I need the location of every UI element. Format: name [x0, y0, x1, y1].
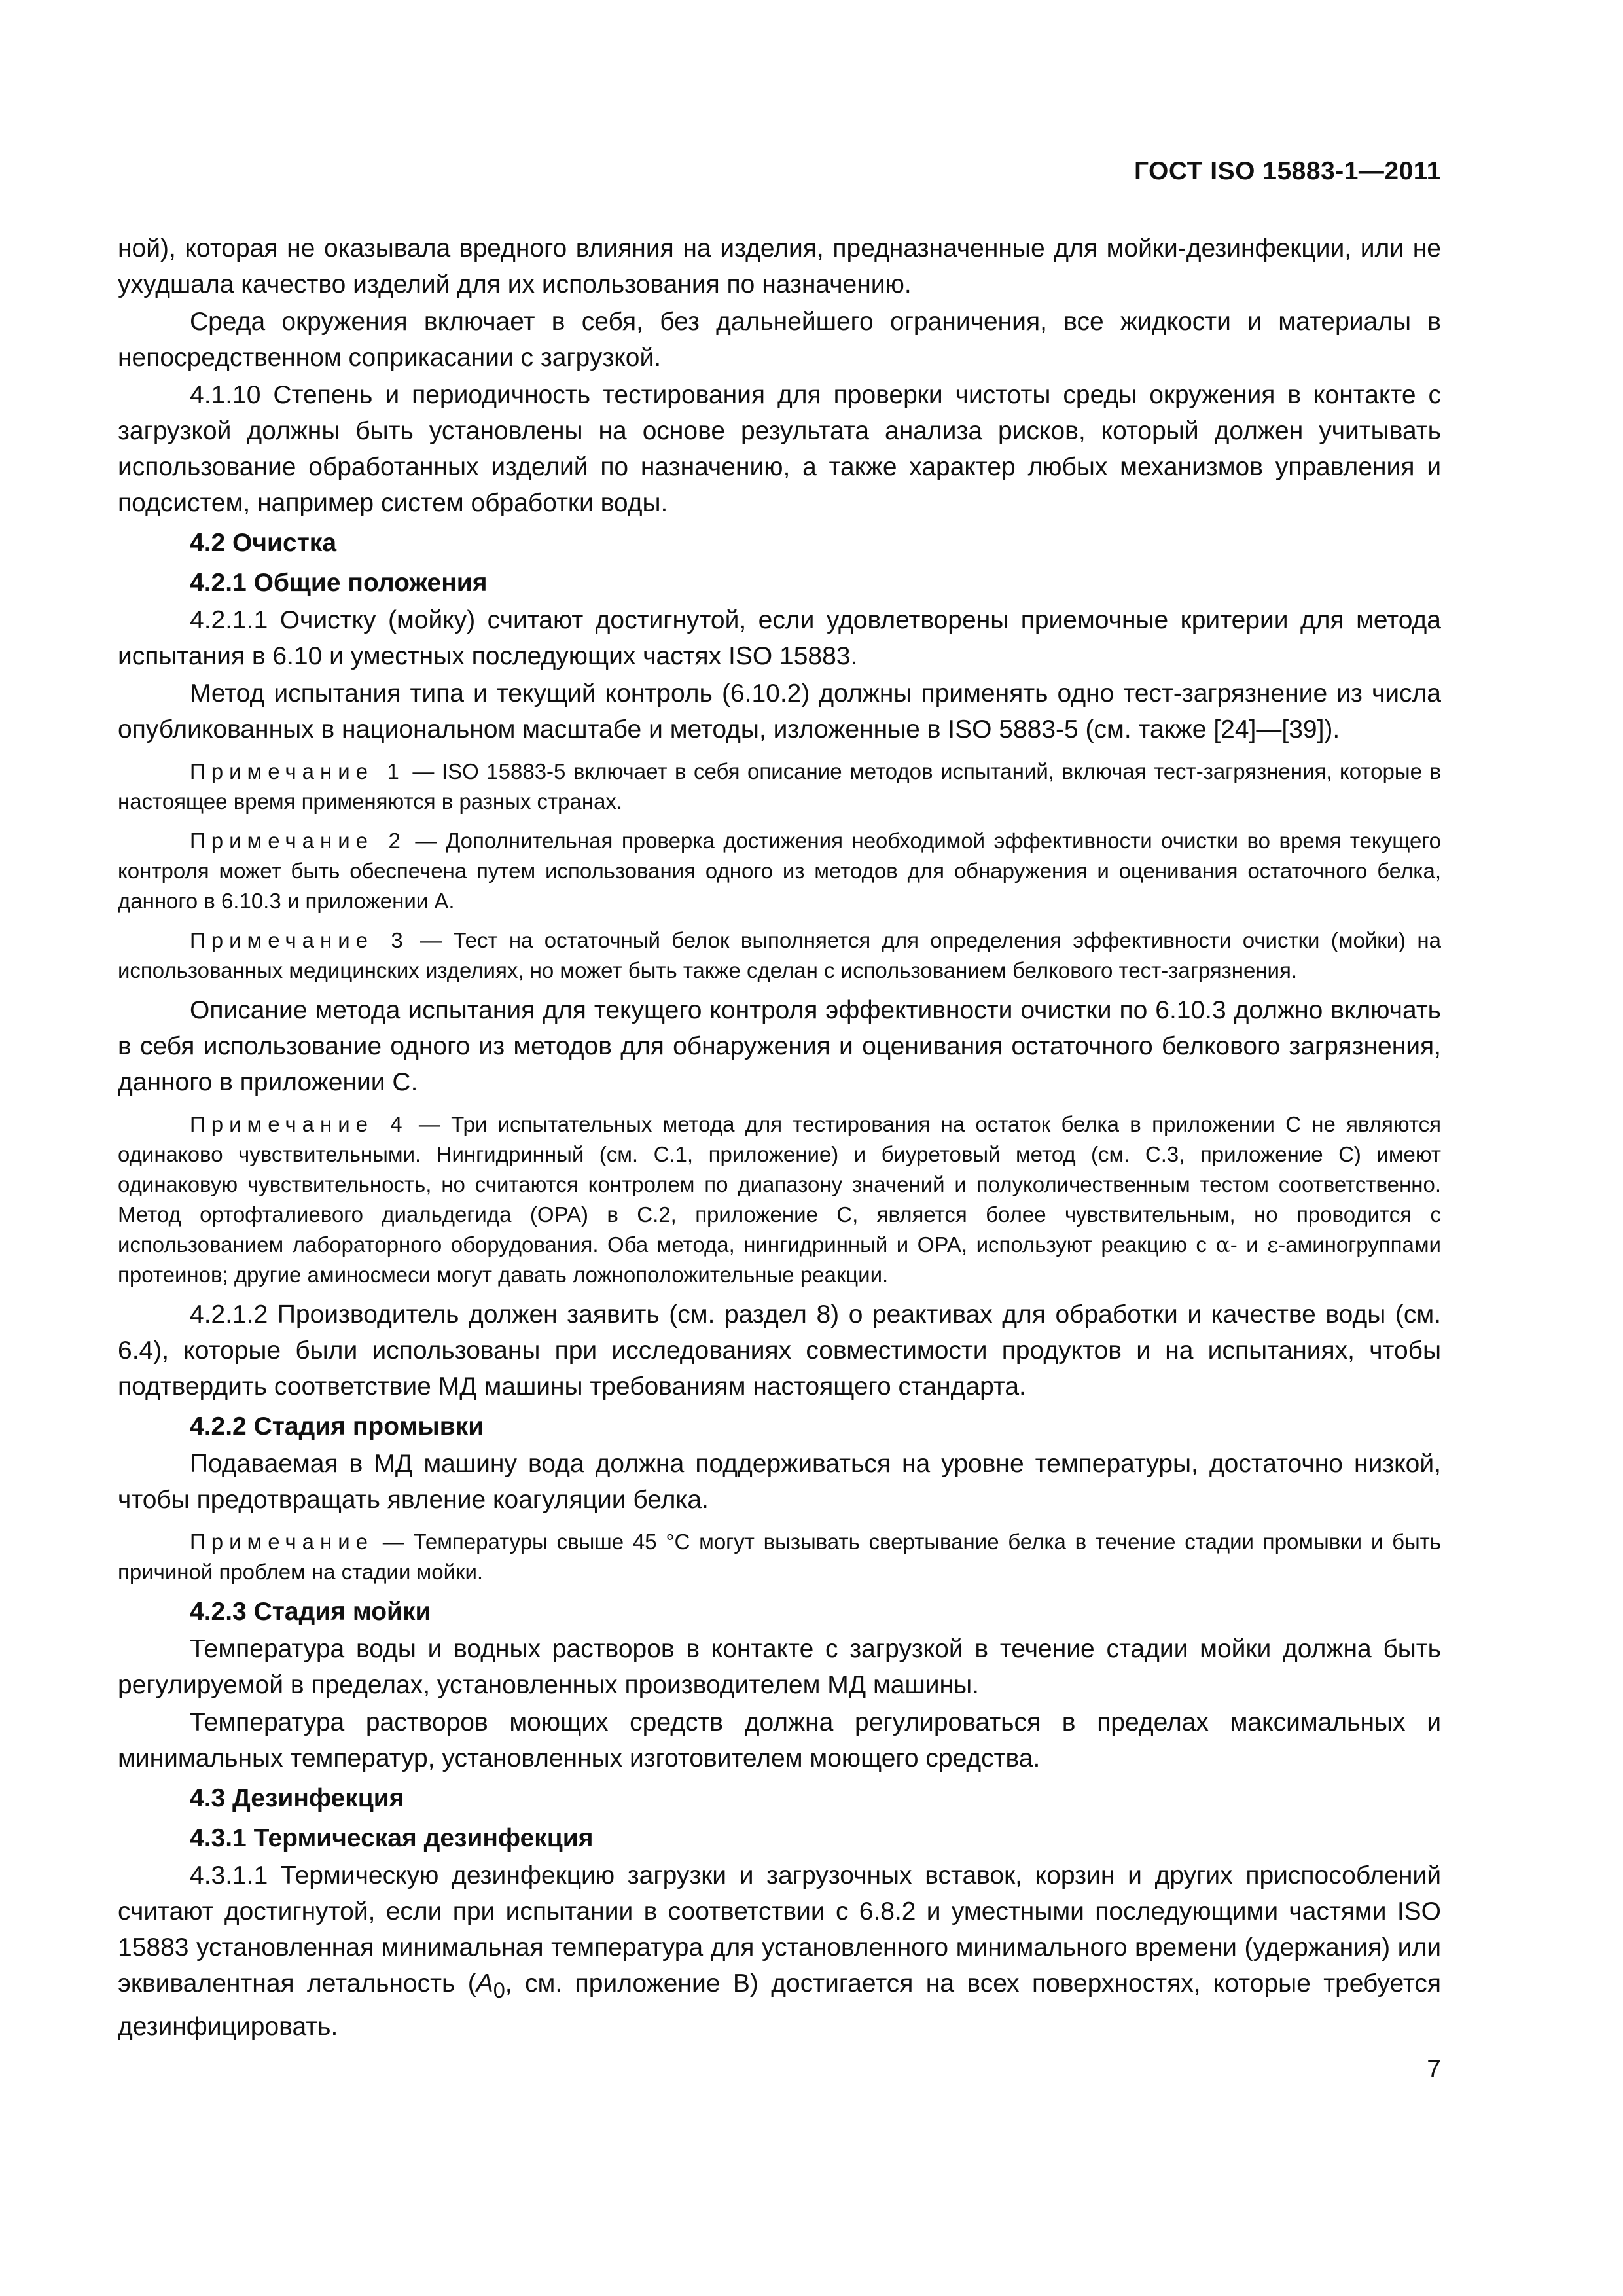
note: [118, 1527, 1441, 1587]
lethality-subscript: 0: [493, 1978, 505, 2002]
paragraph: ной), которая не оказывала вредного влияния на изделия, предназначенные для мойки-дезинфекции, или не ухудшала качество изделий для их использования по назначению.: [118, 234, 1441, 298]
subsection-heading: 4.2.2 Стадия промывки: [190, 1412, 484, 1441]
note-label: Примечание: [190, 1530, 374, 1554]
note-text: — Тест на остаточный белок выполняется для определения эффективности очистки (мойки) на использованных медицинских изделиях, но может быть также сделан с использованием белкового тест-загрязнения.: [118, 928, 1442, 982]
note: [118, 826, 1441, 916]
paragraph: Температура воды и водных растворов в контакте с загрузкой в течение стадии мойки должна быть регулируемой в пределах, установленных производителем МД машины.: [118, 1635, 1441, 1699]
note-label: Примечание 3: [190, 928, 409, 952]
paragraph: Подаваемая в МД машину вода должна поддерживаться на уровне температуры, достаточно низкой, чтобы предотвращать явление коагуляции белка.: [118, 1450, 1441, 1514]
paragraph: 4.2.1.2 Производитель должен заявить (см. раздел 8) о реактивах для обработки и качестве воды (см. 6.4), которые были использованы при исследованиях совместимости продуктов и на испытаниях, чтобы подтвердить соответствие МД машины требованиям настоящего стандарта.: [118, 1300, 1441, 1401]
epsilon-symbol: ε: [1267, 1232, 1279, 1257]
page-number: 7: [1427, 2055, 1441, 2083]
paragraph: [118, 1857, 1441, 2045]
subsection-heading: 4.2.1 Общие положения: [190, 569, 488, 597]
section-heading: 4.3 Дезинфекция: [190, 1784, 404, 1812]
note-text: — ISO 15883-5 включает в себя описание методов испытаний, включая тест-загрязнения, которые в настоящее время применяются в разных странах.: [118, 759, 1441, 814]
paragraph: Описание метода испытания для текущего контроля эффективности очистки по 6.10.3 должно включать в себя использование одного из методов для обнаружения и оценивания остаточного белкового загрязнения, данного в приложении С.: [118, 996, 1441, 1096]
subsection-heading: 4.2.3 Стадия мойки: [190, 1598, 431, 1626]
note-text: — Дополнительная проверка достижения необходимой эффективности очистки во время текущего контроля может быть обеспечена путем использования одного из методов для обнаружения и оценивания остаточного белка, данного в 6.10.3 и приложении А.: [118, 829, 1442, 913]
note-text: — Три испытательных метода для тестирования на остаток белка в приложении С не являются одинаково чувствительными. Нингидринный (см. С.1, приложение) и биуретовый метод (см. С.3, приложение С) имеют одинаковую чувствительность, но считаются контролем по диапазону значений и полуколичественным тестом соответственно. Метод ортофталиевого диальдегида (OPA) в С.2, приложение С, является более чувствительным, но проводится с использованием лабораторного оборудования. Оба метода, нингидринный и OPA, используют реакцию с: [118, 1112, 1441, 1257]
note-label: Примечание 4: [190, 1112, 408, 1136]
paragraph-text: , см. приложение В) достигается на всех поверхностях, которые требуется дезинфицировать.: [118, 1969, 1441, 2041]
paragraph: Среда окружения включает в себя, без дальнейшего ограничения, все жидкости и материалы в непосредственном соприкасании с загрузкой.: [118, 308, 1441, 372]
paragraph-text: 4.3.1.1 Термическую дезинфекцию загрузки и загрузочных вставок, корзин и других приспособлений считают достигнутой, если при испытании в соответствии с 6.8.2 и уместными последующими частями ISO 15883 установленная минимальная температура для установленного минимального времени (удержания) или эквивалентная летальность (: [118, 1861, 1441, 1998]
section-heading: 4.2 Очистка: [190, 529, 337, 557]
lethality-symbol: A: [476, 1969, 493, 1998]
paragraph: Температура растворов моющих средств должна регулироваться в пределах максимальных и минимальных температур, установленных изготовителем моющего средства.: [118, 1708, 1441, 1772]
paragraph: Метод испытания типа и текущий контроль (6.10.2) должны применять одно тест-загрязнение из числа опубликованных в национальном масштабе и методы, изложенные в ISO 5883-5 (см. также [24]—[39]).: [118, 679, 1441, 744]
document-header: ГОСТ ISO 15883-1—2011: [1133, 157, 1441, 185]
note: [118, 757, 1441, 817]
note: [118, 1109, 1441, 1290]
note: [118, 925, 1441, 986]
alpha-symbol: α: [1215, 1232, 1230, 1257]
note-label: Примечание 1: [190, 759, 405, 783]
document-body: [118, 229, 1441, 2045]
subsection-heading: 4.3.1 Термическая дезинфекция: [190, 1824, 594, 1852]
paragraph: 4.2.1.1 Очистку (мойку) считают достигнутой, если удовлетворены приемочные критерии для метода испытания в 6.10 и уместных последующих частях ISO 15883.: [118, 606, 1441, 670]
note-label: Примечание 2: [190, 829, 406, 853]
note-text: — Температуры свыше 45 °С могут вызывать свертывание белка в течение стадии промывки и быть причиной проблем на стадии мойки.: [118, 1530, 1441, 1584]
note-text: - и: [1230, 1232, 1268, 1257]
paragraph: 4.1.10 Степень и периодичность тестирования для проверки чистоты среды окружения в контакте с загрузкой должны быть установлены на основе результата анализа рисков, который должен учитывать использование обработанных изделий по назначению, а также характер любых механизмов управления и подсистем, например систем обработки воды.: [118, 381, 1441, 517]
note-text: -аминогруппами протеинов; другие аминосмеси могут давать ложноположительные реакции.: [118, 1232, 1441, 1287]
